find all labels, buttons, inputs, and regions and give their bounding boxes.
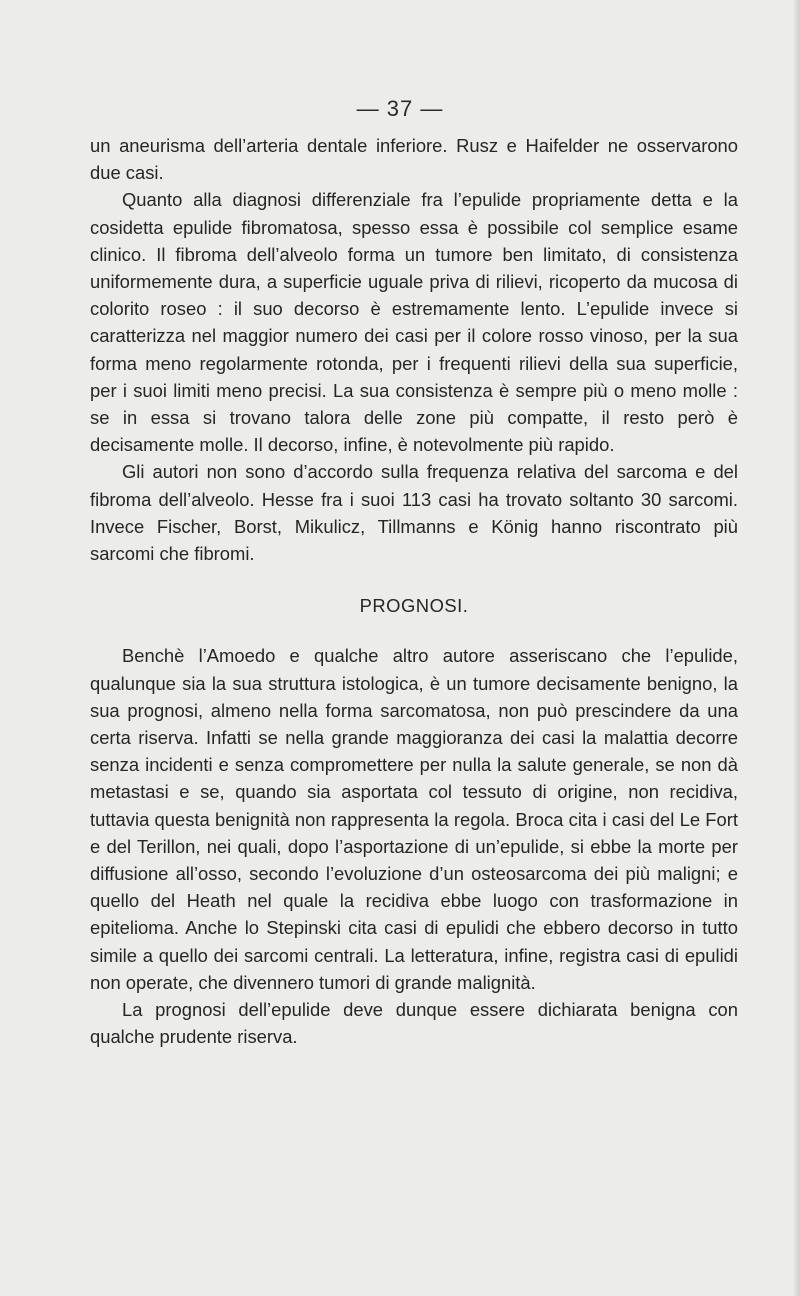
- paragraph-prognosis-conclusion: La prognosi dell’epulide deve dunque essere dichiarata benigna con qualche prudente riserva.: [90, 999, 738, 1048]
- page-edge-shadow: [794, 0, 800, 1296]
- paragraph-prognosis: Benchè l’Amoedo e qualche altro autore asseriscano che l’epulide, qualunque sia la sua struttura istologica, è un tumore decisamente benigno, la sua prognosi, almeno nella forma sarcomatosa, non può prescindere da una certa riserva. Infatti se nella grande maggioranza dei casi la malattia decorre senza incidenti e senza compromettere per nulla la salute generale, se non dà metastasi e se, quando sia asportata col tessuto di origine, non recidiva, tuttavia questa benignità non rappresenta la regola. Broca cita i casi del Le Fort e del Terillon, nei quali, dopo l’asportazione di un’epulide, si ebbe la morte per diffusione all’osso, secondo l’evoluzione d’un osteosarcoma dei più maligni; e quello del Heath nel quale la recidiva ebbe luogo con trasformazione in epitelioma. Anche lo Stepinski cita casi di epulidi che ebbero decorso in tutto simile a quello dei sarcomi centrali. La letteratura, infine, registra casi di epulidi non operate, che divennero tumori di grande malignità.: [90, 645, 738, 993]
- body-text: [90, 132, 738, 1051]
- paragraph-relative-frequency: Gli autori non sono d’accordo sulla frequenza relativa del sarcoma e del fibroma dell’alveolo. Hesse fra i suoi 113 casi ha trovato soltanto 30 sarcomi. Invece Fischer, Borst, Mikulicz, Tillmanns e König hanno riscontrato più sarcomi che fibromi.: [90, 461, 738, 565]
- paragraph-continuation: un aneurisma dell’arteria dentale inferiore. Rusz e Haifelder ne osservarono due casi.: [90, 135, 738, 184]
- page-number: — 37 —: [356, 96, 444, 121]
- paragraph-differential-diagnosis: Quanto alla diagnosi differenziale fra l’epulide propriamente detta e la cosidetta epulide fibromatosa, spesso essa è possibile col semplice esame clinico. Il fibroma dell’alveolo forma un tumore ben limitato, di consistenza uniformemente dura, a superficie uguale priva di rilievi, ricoperto da mucosa di colorito roseo : il suo decorso è estremamente lento. L’epulide invece si caratterizza nel maggior numero dei casi per il colore rosso vinoso, per la sua forma meno regolarmente rotonda, per i frequenti rilievi della sua superficie, per i suoi limiti meno precisi. La sua consistenza è sempre più o meno molle : se in essa si trovano talora delle zone più compatte, il resto però è decisamente molle. Il decorso, infine, è notevolmente più rapido.: [90, 189, 738, 456]
- section-heading-prognosi: PROGNOSI.: [359, 595, 469, 617]
